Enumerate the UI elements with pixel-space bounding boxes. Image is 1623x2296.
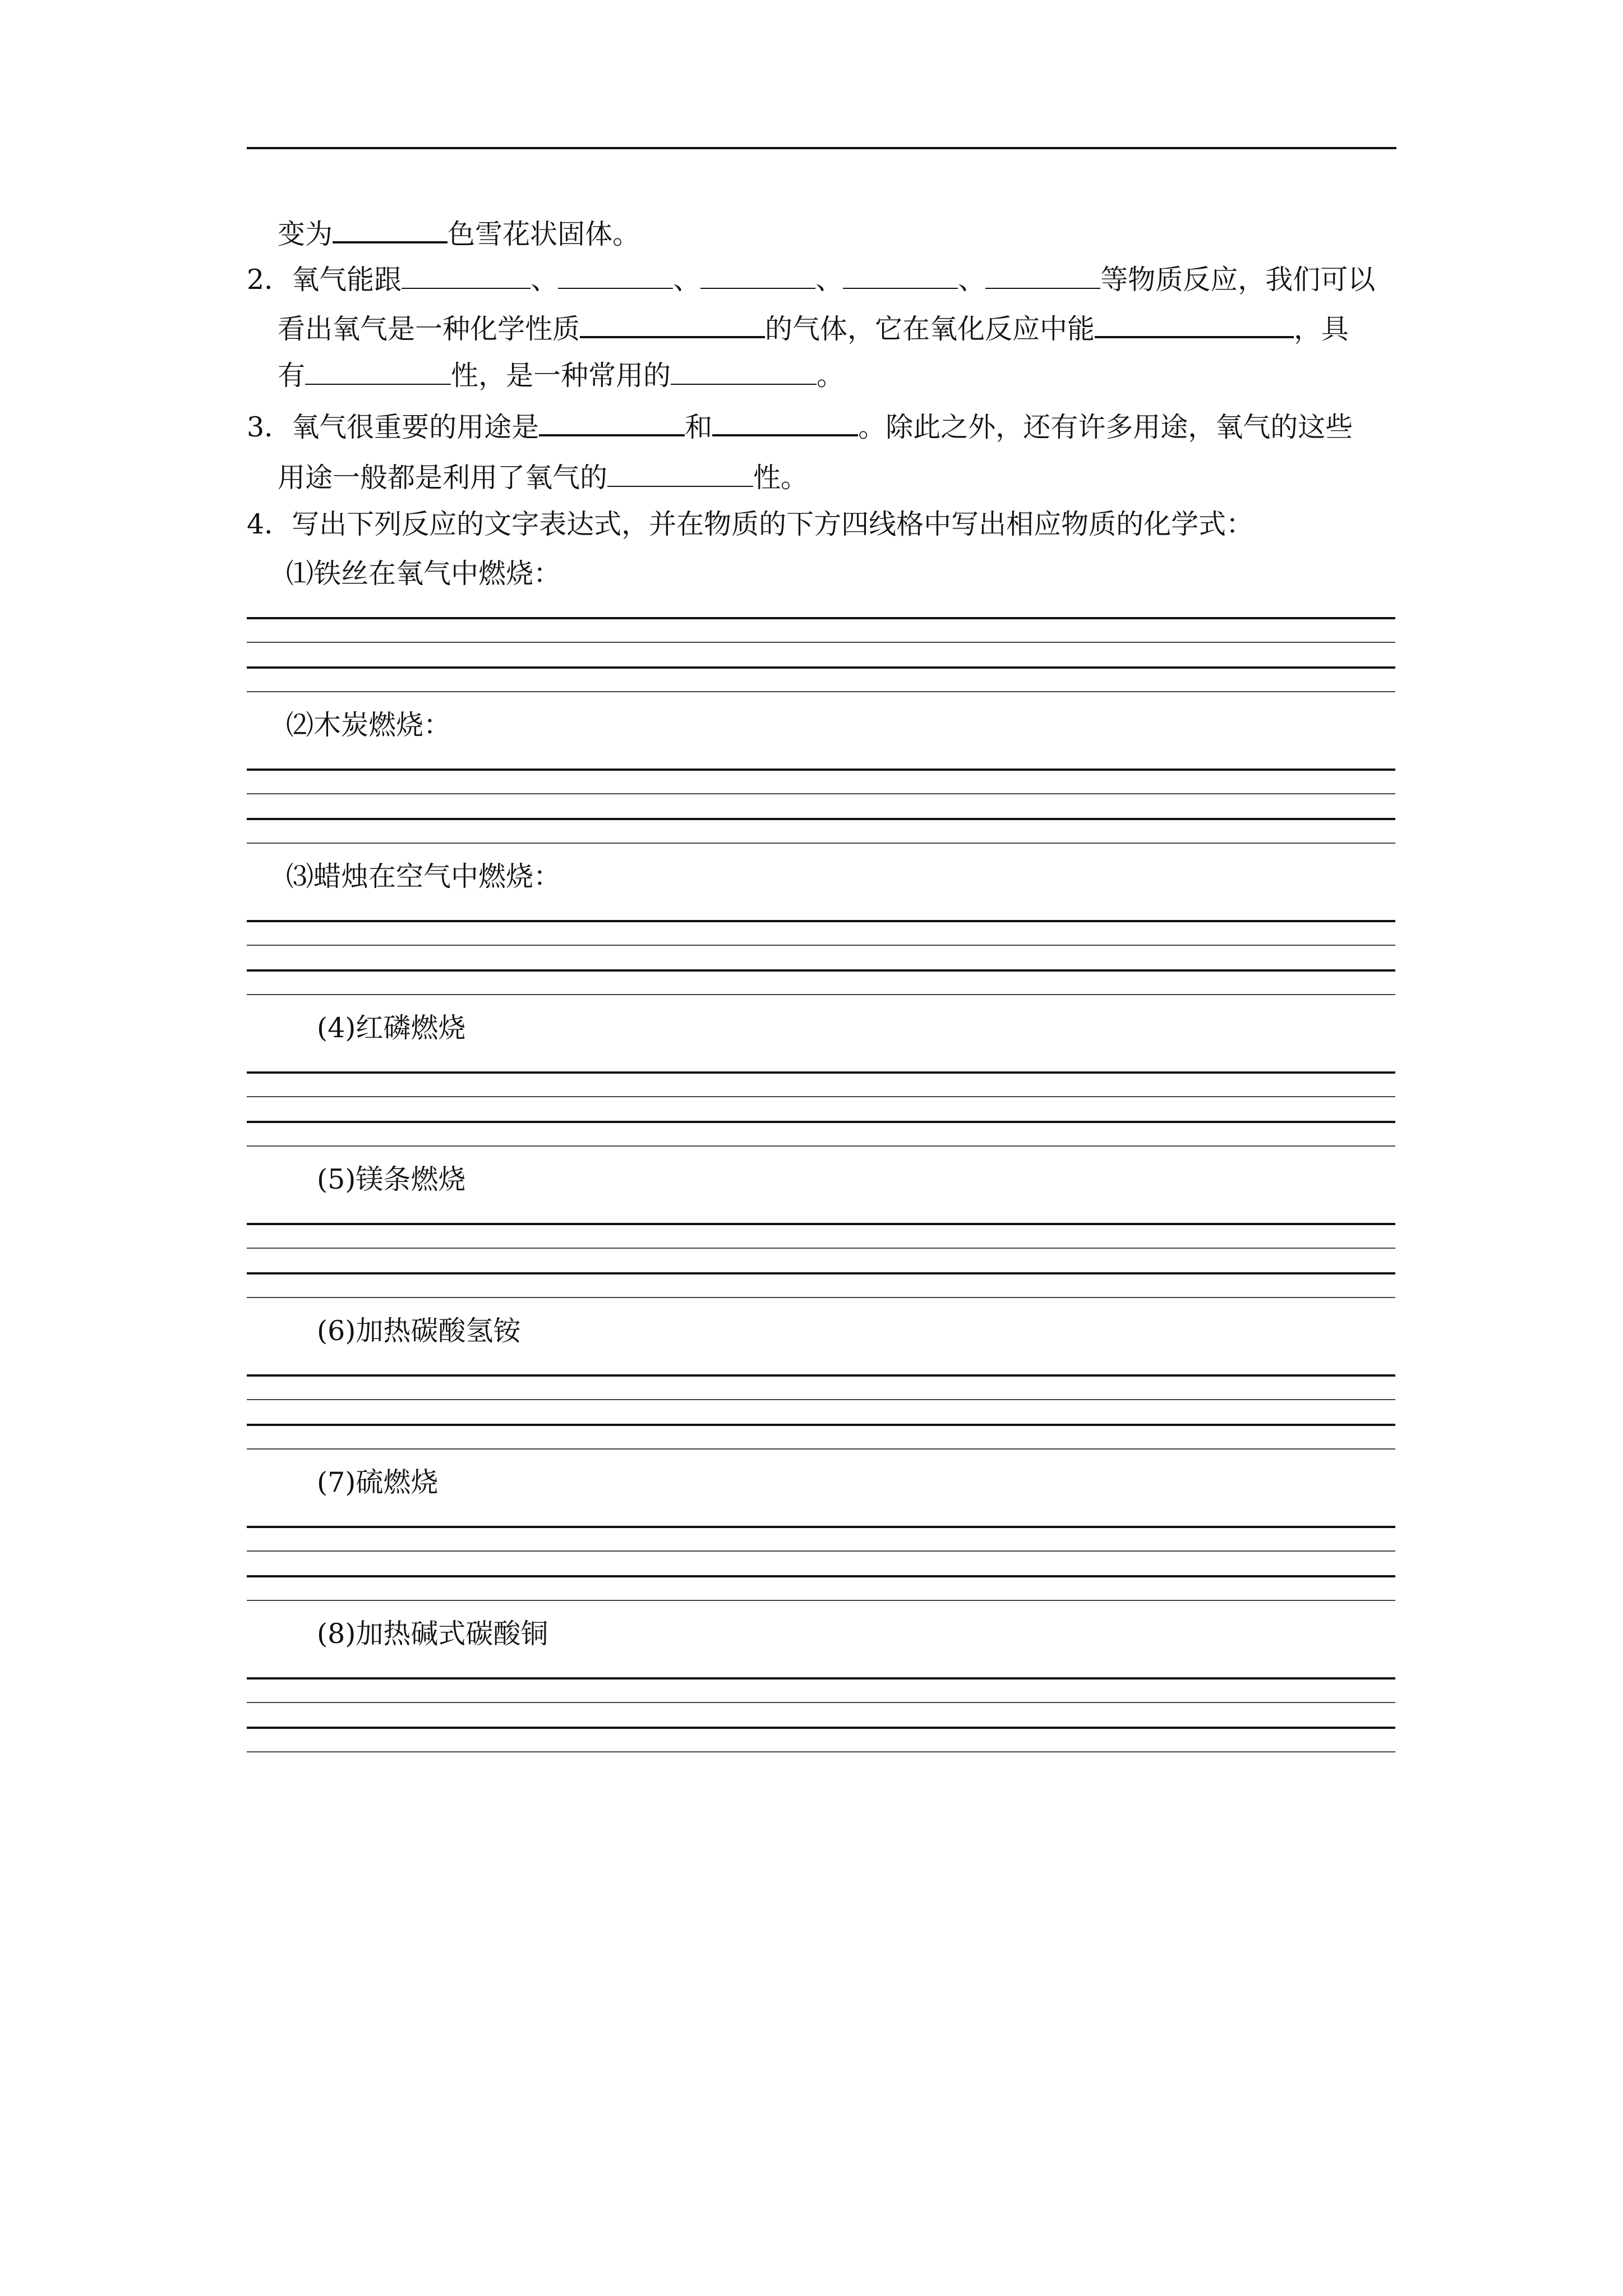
four-line-grid[interactable] xyxy=(247,1526,1395,1600)
answer-blank[interactable] xyxy=(607,460,753,487)
answer-blank[interactable] xyxy=(985,262,1100,289)
answer-blank[interactable] xyxy=(1095,310,1294,338)
four-line-grid[interactable] xyxy=(247,769,1395,843)
answer-blank[interactable] xyxy=(539,408,685,436)
question-1-tail: 变为 色雪花状固体。 xyxy=(278,215,1433,248)
four-line-grid[interactable] xyxy=(247,1223,1395,1297)
answer-blank[interactable] xyxy=(580,310,765,338)
answer-blank[interactable] xyxy=(305,358,451,385)
reaction-label: (4)红磷燃烧 xyxy=(317,1012,466,1044)
answer-blank[interactable] xyxy=(700,262,815,289)
four-line-grid[interactable] xyxy=(247,920,1395,994)
reaction-label: (5)镁条燃烧 xyxy=(317,1163,466,1195)
header-rule xyxy=(247,147,1396,149)
answer-blank[interactable] xyxy=(402,262,531,289)
four-line-grid[interactable] xyxy=(247,617,1395,691)
question-3-line-1: 3．氧气很重要的用途是 和 。除此之外，还有许多用途，氧气的这些 xyxy=(247,408,1402,441)
reaction-label: ⑴铁丝在氧气中燃烧： xyxy=(286,558,561,590)
answer-blank[interactable] xyxy=(558,262,673,289)
answer-blank[interactable] xyxy=(333,215,448,243)
question-2-line-2: 看出氧气是一种化学性质 的气体，它在氧化反应中能 ，具 xyxy=(278,310,1433,343)
question-2-line-3: 有 性，是一种常用的 。 xyxy=(278,358,1433,389)
reaction-label: (7)硫燃烧 xyxy=(317,1466,439,1498)
answer-blank[interactable] xyxy=(712,408,858,436)
question-3-line-2: 用途一般都是利用了氧气的 性。 xyxy=(278,460,1433,491)
reaction-label: (6)加热碳酸氢铵 xyxy=(317,1315,521,1347)
answer-blank[interactable] xyxy=(671,358,817,385)
question-2-line-1: 2．氧气能跟 、 、 、 、 等物质反应，我们可以 xyxy=(247,262,1402,293)
answer-blank[interactable] xyxy=(843,262,958,289)
four-line-grid[interactable] xyxy=(247,1677,1395,1751)
question-4-instruction: 4．写出下列反应的文字表达式，并在物质的下方四线格中写出相应物质的化学式： xyxy=(247,508,1254,540)
reaction-label: ⑵木炭燃烧： xyxy=(286,709,451,741)
reaction-label: ⑶蜡烛在空气中燃烧： xyxy=(286,861,561,892)
four-line-grid[interactable] xyxy=(247,1071,1395,1145)
four-line-grid[interactable] xyxy=(247,1374,1395,1448)
reaction-label: (8)加热碱式碳酸铜 xyxy=(317,1618,548,1650)
